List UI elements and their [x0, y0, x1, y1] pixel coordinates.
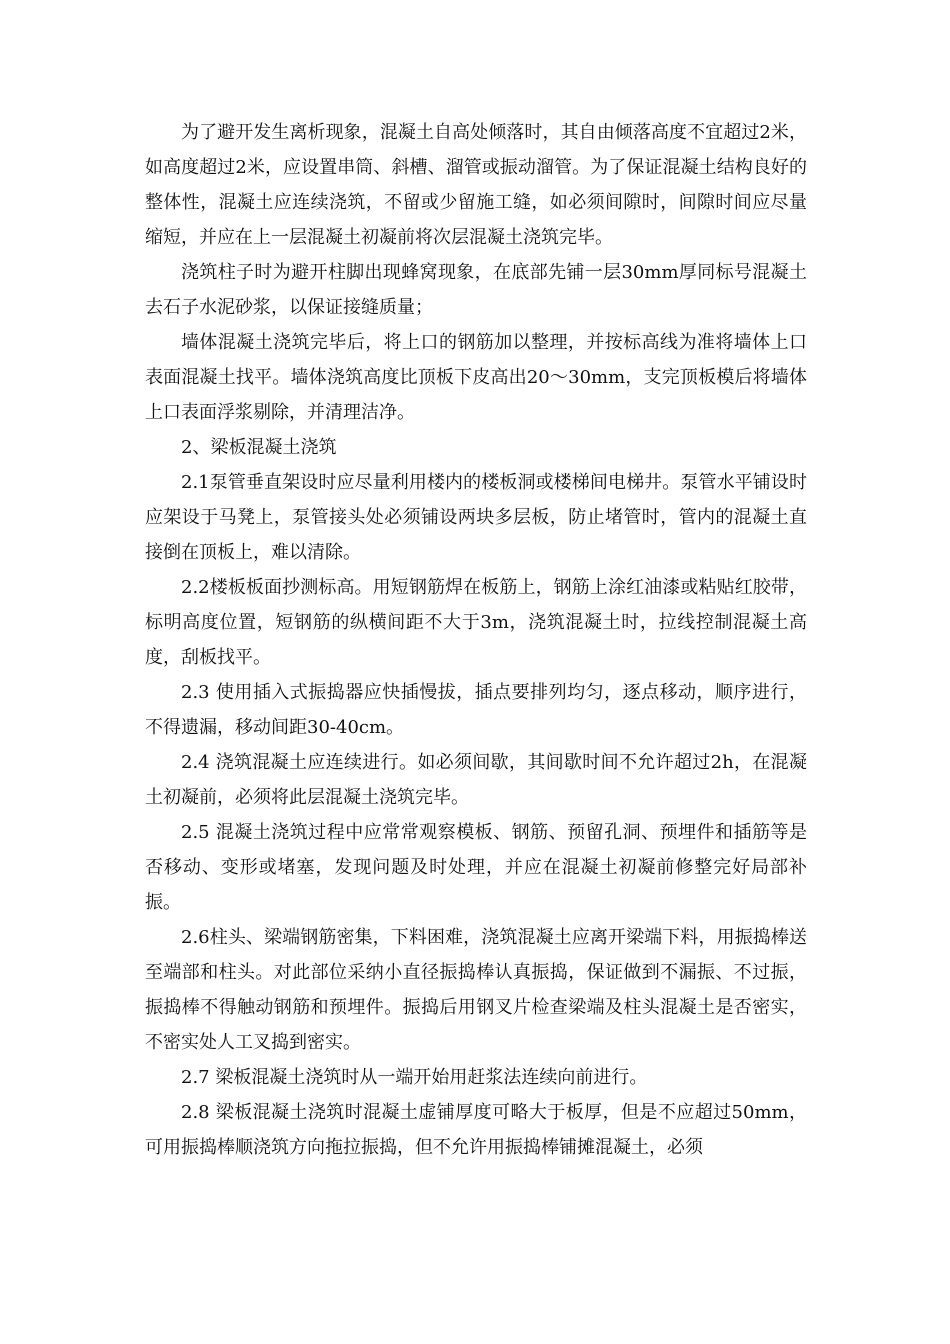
paragraph-2-5: 2.5 混凝土浇筑过程中应常常观察模板、钢筋、预留孔洞、预埋件和插筋等是否移动、变形或堵塞，发现问题及时处理，并应在混凝土初凝前修整完好局部补振。: [145, 822, 807, 913]
paragraph-wall-pouring: 墙体混凝土浇筑完毕后，将上口的钢筋加以整理，并按标高线为准将墙体上口表面混凝土找平。墙体浇筑高度比顶板下皮高出20～30mm，支完顶板模后将墙体上口表面浮浆剔除，并清理洁净。: [145, 332, 807, 423]
paragraph-2-1: 2.1泵管垂直架设时应尽量利用楼内的楼板洞或楼梯间电梯井。泵管水平铺设时应架设于马凳上，泵管接头处必须铺设两块多层板，防止堵管时，管内的混凝土直接倒在顶板上，难以清除。: [145, 472, 807, 563]
document-body: [145, 115, 807, 1165]
paragraph-2-8: 2.8 梁板混凝土浇筑时混凝土虚铺厚度可略大于板厚，但是不应超过50mm，可用振捣棒顺浇筑方向拖拉振捣，但不允许用振捣棒铺摊混凝土，必须: [145, 1102, 807, 1158]
paragraph-segregation: 为了避开发生离析现象，混凝土自高处倾落时，其自由倾落高度不宜超过2米，如高度超过2米，应设置串筒、斜槽、溜管或振动溜管。为了保证混凝土结构良好的整体性，混凝土应连续浇筑，不留或少留施工缝，如必须间隙时，间隙时间应尽量缩短，并应在上一层混凝土初凝前将次层混凝土浇筑完毕。: [145, 122, 807, 248]
paragraph-2-4: 2.4 浇筑混凝土应连续进行。如必须间歇，其间歇时间不允许超过2h，在混凝土初凝前，必须将此层混凝土浇筑完毕。: [145, 752, 807, 808]
paragraph-column-pouring: 浇筑柱子时为避开柱脚出现蜂窝现象，在底部先铺一层30mm厚同标号混凝土去石子水泥砂浆，以保证接缝质量；: [145, 262, 807, 318]
paragraph-2-7: 2.7 梁板混凝土浇筑时从一端开始用赶浆法连续向前进行。: [181, 1067, 648, 1088]
section-heading-beam-slab: 2、梁板混凝土浇筑: [181, 437, 337, 458]
paragraph-2-6: 2.6柱头、梁端钢筋密集，下料困难，浇筑混凝土应离开梁端下料，用振捣棒送至端部和柱头。对此部位采纳小直径振捣棒认真振捣，保证做到不漏振、不过振，振捣棒不得触动钢筋和预埋件。振捣后用钢叉片检查梁端及柱头混凝土是否密实，不密实处人工叉捣到密实。: [145, 927, 807, 1053]
paragraph-2-2: 2.2楼板板面抄测标高。用短钢筋焊在板筋上，钢筋上涂红油漆或粘贴红胶带，标明高度位置，短钢筋的纵横间距不大于3m，浇筑混凝土时，拉线控制混凝土高度，刮板找平。: [145, 577, 807, 668]
paragraph-2-3: 2.3 使用插入式振捣器应快插慢拔，插点要排列均匀，逐点移动，顺序进行，不得遗漏，移动间距30-40cm。: [145, 682, 807, 738]
